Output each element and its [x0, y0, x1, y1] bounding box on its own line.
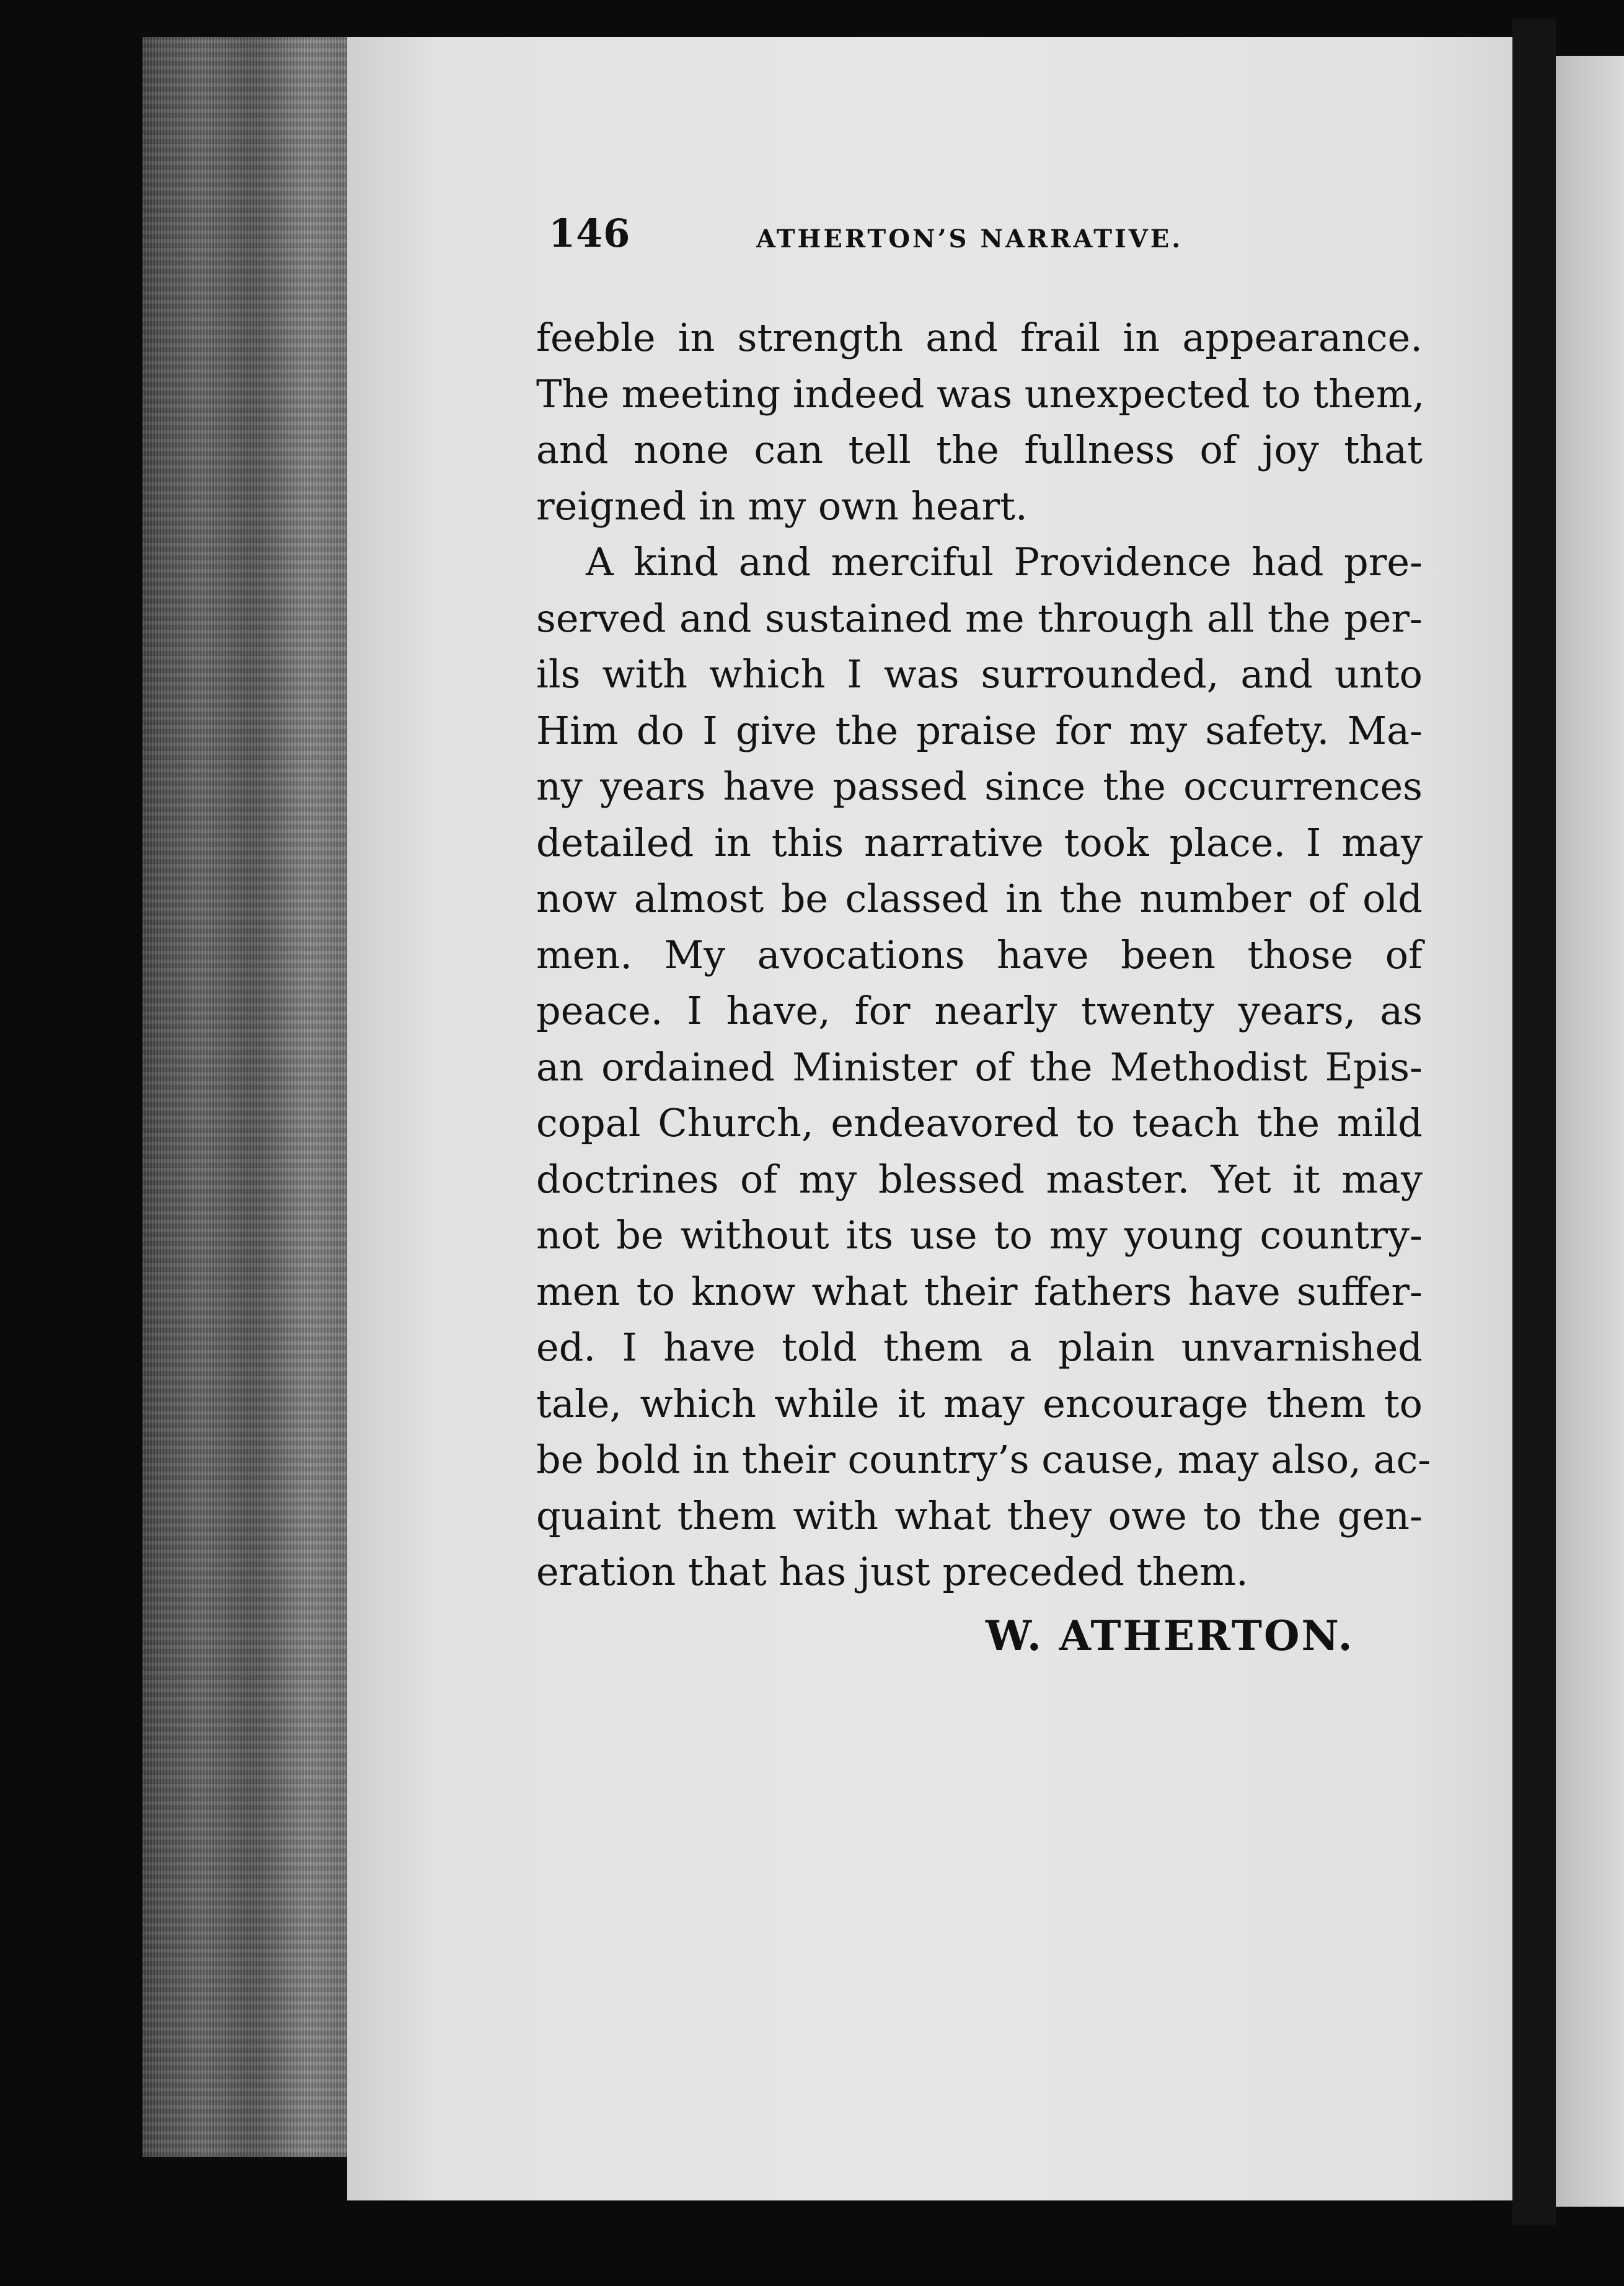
text-line: and none can tell the fullness of joy that [536, 427, 1423, 472]
text-line: detailed in this narrative took place. I may [536, 819, 1423, 865]
text-line: copal Church, endeavored to teach the mild [536, 1100, 1423, 1145]
text-line: peace. I have, for nearly twenty years, as [536, 988, 1423, 1033]
page-stack-edge [143, 37, 351, 2157]
author-signature: W. ATHERTON. [986, 1612, 1354, 1660]
text-line: served and sustained me through all the per- [536, 595, 1423, 641]
running-head [549, 211, 1243, 260]
text-line: ny years have passed since the occurrences [536, 764, 1423, 809]
text-line: an ordained Minister of the Methodist Epis- [536, 1044, 1423, 1090]
book-gutter [1512, 19, 1556, 2225]
text-line: quaint them with what they owe to the gen- [536, 1493, 1423, 1538]
text-line: tale, which while it may encourage them to [536, 1380, 1423, 1426]
text-line: be bold in their country’s cause, may also, ac- [536, 1437, 1431, 1482]
text-line: men to know what their fathers have suffer- [536, 1268, 1423, 1314]
text-line: Him do I give the praise for my safety. Ma- [536, 707, 1423, 753]
text-line: not be without its use to my young country- [536, 1212, 1423, 1258]
text-line: The meeting indeed was unexpected to them, [536, 371, 1425, 417]
text-line: ils with which I was surrounded, and unto [536, 651, 1423, 697]
text-line: feeble in strength and frail in appearance. [536, 315, 1423, 360]
text-line: now almost be classed in the number of old [536, 876, 1423, 921]
text-line: reigned in my own heart. [536, 483, 1028, 529]
text-line: men. My avocations have been those of [536, 932, 1423, 978]
text-line: eration that has just preceded them. [536, 1549, 1248, 1594]
text-line: ed. I have told them a plain unvarnished [536, 1325, 1423, 1370]
text-line: doctrines of my blessed master. Yet it may [536, 1156, 1423, 1202]
facing-page-edge [1556, 56, 1624, 2207]
page-number: 146 [549, 211, 631, 256]
body-text [536, 310, 1431, 1600]
running-title: ATHERTON’S NARRATIVE. [756, 224, 1183, 254]
text-line: A kind and merciful Providence had pre- [586, 539, 1423, 585]
